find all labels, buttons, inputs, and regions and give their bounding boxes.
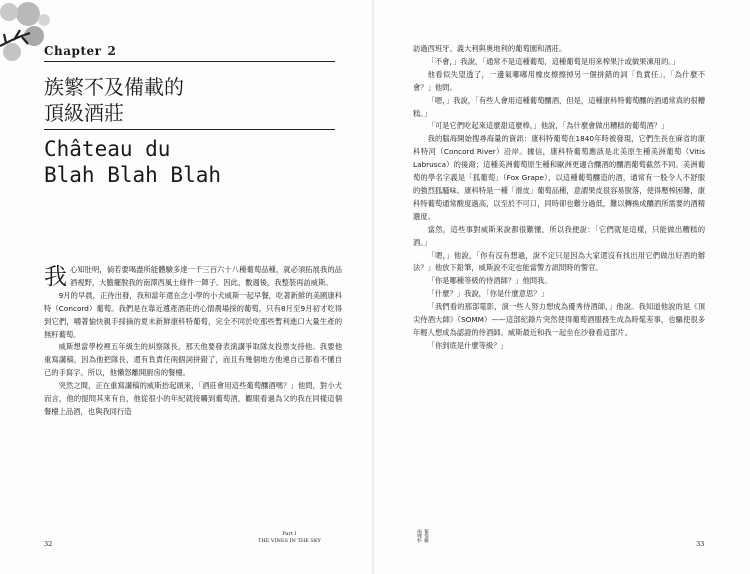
- paragraph: 我的腦海開始搜尋海量的資訊：康科特葡萄在1840年時被發現，它們生長在麻省的康科特河（Concord River）沿岸。據信，康科特葡萄應該是北美原生種美洲葡萄（Vitis Labrusca）的後裔；這種美洲葡萄原生種和歐洲更適合釀酒的釀酒葡萄截然不同。美洲葡萄的學名字義是「狐葡萄」（Fox Grape），以這種葡萄釀造的酒，通常有一股令人不舒服的強烈狐騷味。康科特是一種「滑皮」葡萄品種，意謂果皮很容易脫落，使得壓榨困難，康科特葡萄通常酸度過高，以至於不可口，同時卻也難分過低，難以轉換成釀酒所需要的酒精濃度。: [413, 134, 705, 221]
- running-head-part: Part I: [282, 531, 297, 537]
- page-number-right: 33: [696, 540, 705, 548]
- paragraph: 「不會，」我說，「通常不是這種葡萄，這種葡萄是用來榨果汁或做果凍用的。」: [427, 56, 680, 66]
- title-rule: [44, 129, 335, 130]
- paragraph-text: 心知肚明，倘若要喝盡所能體驗多達一千三百六十八種葡萄品種，就必須拓展我的品酒視野，大膽擺脫我的南澤西風土條件一陣子。因此，數週後，我整裝再訪威斯。: [70, 265, 342, 287]
- title-line-1: 族繁不及備載的: [44, 75, 184, 99]
- paragraph: 「你到底是什麼等級？」: [427, 340, 508, 350]
- french-title-line-2: Blah Blah Blah: [44, 163, 222, 187]
- drop-cap: 我: [44, 264, 67, 290]
- paragraph: 「什麼？」我說，「你是什麼意思？」: [427, 289, 548, 299]
- title-line-2: 頂級酒莊: [44, 101, 124, 125]
- branch-dots-decoration: [0, 0, 60, 70]
- paragraph: 「我們看的那部電影，演一些人努力想成為優秀侍酒師，」他說。我知道他說的是《頂尖侍酒大師》（SOMM）——這部紀錄片突然使得葡萄酒服務生成為時髦差事，也驅使很多年輕人想成為認證的侍酒師。威斯最近和我一起坐在沙發看這部片。: [413, 302, 705, 337]
- chapter-number: 2: [107, 44, 117, 58]
- chapter-label: [44, 44, 116, 58]
- paragraph: 他看似失望透了，一邊氣嘟嘟用橡皮擦擦掉另一個拼錯的詞「負責任」，「為什麼不會？」他問。: [413, 69, 705, 92]
- paragraph: 「可是它們吃起來這麼甜這麼棒，」他說，「為什麼會做出糟糕的葡萄酒？」: [427, 121, 669, 131]
- running-head-title: THE VINES IN THE SKY: [258, 538, 321, 544]
- chapter-title: [44, 74, 184, 126]
- running-head: [258, 531, 321, 545]
- paragraph: 「你是哪種等級的侍酒師？」他問我。: [427, 276, 552, 286]
- paragraph: 突然之間，正在重寫講稿的威斯抬起頭來，「酒莊會用這些葡萄釀酒嗎？」他問，對小犬而言，他的提問其來有自，他從很小的年紀就接觸到葡萄酒，觀眼看過為父的我在同樣這個餐檯上品酒，也與我同行造: [44, 381, 342, 416]
- vertical-running-title-b: 葡萄藤: [423, 529, 429, 543]
- vertical-running-title-a: 兩哩杯: [416, 529, 422, 543]
- paragraph: 「嗯，」他說，「你有沒有想過，說不定只是因為大家還沒有找出用它們做出好酒的辦法？」他放下鉛筆，威斯說不定也能當警方訊問時的警官。: [413, 250, 705, 273]
- left-body-text: [44, 264, 342, 419]
- chapter-word: Chapter: [44, 44, 102, 58]
- french-title: [44, 136, 221, 188]
- paragraph: 「嗯，」我說，「有些人會用這種葡萄釀酒，但是，這種康科特葡萄釀的酒通常真的很糟糕。」: [413, 95, 705, 118]
- paragraph: 9月的早晨，正待出發，我和當年還在念小學的小犬威斯一起早餐，吃著新鮮的美國康科特（Concord）葡萄。我們是在靠近遺產酒莊的心情農場採的葡萄，只有8月至9月初才吃得到它們，嚼著愉快親手採摘的夏末新鮮康科特葡萄，完全不同於吃那些暫利進口大量生產的無籽葡萄。: [44, 290, 342, 339]
- right-body-text: [413, 43, 705, 353]
- paragraph: 訪過西班牙、義大利與奧地利的葡萄園和酒莊。: [413, 44, 567, 53]
- chapter-rule: [44, 61, 335, 62]
- french-title-line-1: Château du: [44, 137, 171, 161]
- paragraph: 威斯想當學校裡五年級生的糾察隊長，那天他要發表演講爭取隊友投票支持他。我要他重寫講稿，因為他把隊長，還有負責任兩個詞拼錯了，而且有幾個地方他連自己都看不懂自己的手寫字。所以，他懶怒離開廚房的餐檯。: [44, 342, 342, 378]
- paragraph: [44, 264, 342, 290]
- paragraph: 當然，這些事對威斯來說都很難懂，所以我便說：「它們就是這樣，只能做出糟糕的酒。」: [413, 224, 705, 247]
- page-number-left: 32: [44, 540, 53, 548]
